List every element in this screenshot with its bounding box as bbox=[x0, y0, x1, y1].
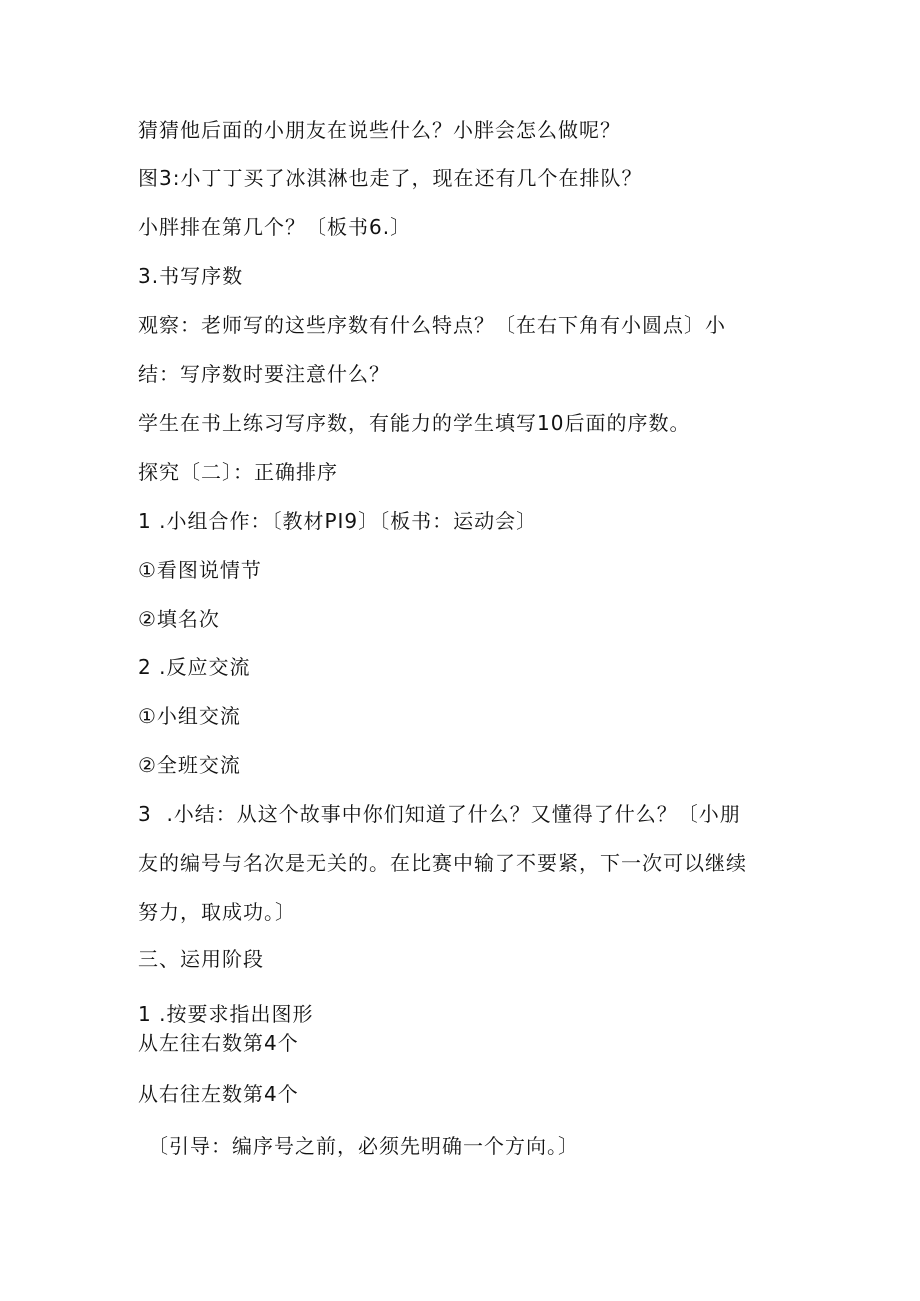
section-heading: 3.书写序数 bbox=[138, 264, 244, 288]
text-line: 努力，取成功。〕 bbox=[138, 900, 296, 924]
text-line: 1 .按要求指出图形 bbox=[138, 1002, 314, 1026]
section-heading: 三、运用阶段 bbox=[138, 947, 264, 971]
list-item: ②填名次 bbox=[138, 607, 220, 631]
text-line: 1 .小组合作：〔教材PI9〕〔板书：运动会〕 bbox=[138, 509, 538, 533]
text-line: 〔引导：编序号之前，必须先明确一个方向。〕 bbox=[148, 1134, 579, 1158]
text-line: 学生在书上练习写序数，有能力的学生填写10后面的序数。 bbox=[138, 411, 691, 435]
list-item: ①小组交流 bbox=[138, 704, 241, 728]
text-line: 3 .小结：从这个故事中你们知道了什么？又懂得了什么？〔小朋 bbox=[138, 802, 741, 826]
text-line: 猜猜他后面的小朋友在说些什么？小胖会怎么做呢？ bbox=[138, 118, 621, 142]
text-line: 从右往左数第4个 bbox=[138, 1082, 299, 1106]
text-line: 观察：老师写的这些序数有什么特点？〔在右下角有小圆点〕小 bbox=[138, 313, 726, 337]
list-item: ②全班交流 bbox=[138, 753, 241, 777]
text-line: 2 .反应交流 bbox=[138, 655, 251, 679]
text-line: 从左往右数第4个 bbox=[138, 1031, 299, 1055]
list-item: ①看图说情节 bbox=[138, 558, 262, 582]
text-line: 友的编号与名次是无关的。在比赛中输了不要紧，下一次可以继续 bbox=[138, 851, 747, 875]
text-line: 结：写序数时要注意什么？ bbox=[138, 362, 390, 386]
text-line: 图3:小丁丁买了冰淇淋也走了，现在还有几个在排队？ bbox=[138, 166, 643, 190]
text-line: 小胖排在第几个？〔板书6.〕 bbox=[138, 215, 412, 239]
section-heading: 探究〔二〕：正确排序 bbox=[138, 460, 338, 484]
